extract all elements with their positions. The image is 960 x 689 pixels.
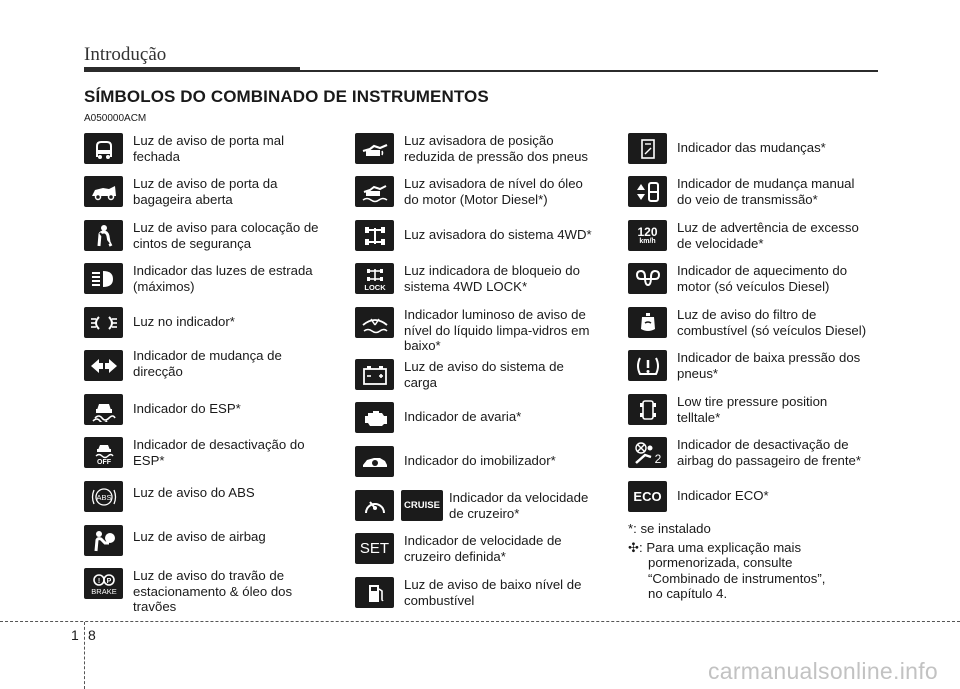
svg-text:2: 2 <box>654 451 661 465</box>
symbol-item <box>628 394 827 425</box>
symbol-item <box>355 446 556 477</box>
symbol-label: Luz de aviso de porta mal fechada <box>133 133 285 164</box>
header-rule-thick <box>84 67 300 72</box>
trunk-open-icon <box>84 176 123 207</box>
symbol-label: Indicador de mudança de direcção <box>133 348 282 379</box>
symbol-label: Indicador do imobilizador* <box>404 453 556 468</box>
symbol-label: Luz de aviso do filtro de combustível (só veículos Diesel) <box>677 307 867 338</box>
abs-icon <box>84 481 123 512</box>
symbol-item <box>628 220 859 251</box>
symbol-label: Indicador das mudanças* <box>677 140 826 155</box>
page-number: 8 <box>88 627 96 643</box>
washer-fluid-icon <box>355 307 394 338</box>
fuel-icon <box>355 577 394 608</box>
symbol-item <box>355 263 580 294</box>
symbol-item <box>84 568 292 615</box>
symbol-item <box>84 481 255 512</box>
symbol-item <box>355 577 581 608</box>
note-reference-cont: pormenorizada, consulte <box>648 555 793 570</box>
symbol-label: Indicador da velocidade de cruzeiro* <box>449 490 589 521</box>
lock-text: LOCK <box>363 282 386 291</box>
door-open-icon <box>84 133 123 164</box>
symbol-label: Indicador do ESP* <box>133 401 241 416</box>
4wd-icon <box>355 220 394 251</box>
position-light-icon <box>84 307 123 338</box>
symbol-item <box>628 481 769 512</box>
fuel-filter-icon <box>628 307 667 338</box>
oil-level-icon <box>355 176 394 207</box>
symbol-label: Luz no indicador* <box>133 314 235 329</box>
speed-unit-text: km/h <box>639 238 656 245</box>
esp-off-text: OFF <box>96 458 111 465</box>
svg-text:!: ! <box>97 577 100 585</box>
gear-shift-icon <box>628 133 667 164</box>
symbol-label: Luz de aviso do sistema de carga <box>404 359 564 390</box>
eco-text: ECO <box>633 489 662 504</box>
overspeed-icon <box>628 220 667 251</box>
symbol-item <box>355 133 588 164</box>
note-reference-cont: no capítulo 4. <box>648 586 728 601</box>
symbol-label: Luz de aviso de baixo nível de combustível <box>404 577 582 608</box>
symbol-label: Indicador de desactivação do ESP* <box>133 437 305 468</box>
symbol-label: Luz de aviso de airbag <box>133 529 266 544</box>
symbol-label: Luz avisadora do sistema 4WD* <box>404 227 592 242</box>
high-beam-icon <box>84 263 123 294</box>
cruise-text-icon <box>401 490 443 521</box>
symbol-label: Indicador de velocidade de cruzeiro definida* <box>404 533 562 564</box>
symbol-item <box>84 220 318 251</box>
symbol-label: Luz de aviso para colocação de cintos de segurança <box>133 220 319 251</box>
symbol-label: Indicador ECO* <box>677 488 769 503</box>
footnotes <box>628 521 825 602</box>
symbol-label: Luz de advertência de excesso de velocidade* <box>677 220 859 251</box>
symbol-item <box>628 263 847 294</box>
symbol-label: Indicador de desactivação de airbag do passageiro de frente* <box>677 437 862 468</box>
airbag-icon <box>84 525 123 556</box>
symbol-item <box>628 133 826 164</box>
symbol-label: Indicador luminoso de aviso de nível do líquido limpa-vidros em baixo* <box>404 307 590 353</box>
note-installed: *: se instalado <box>628 521 711 536</box>
eco-icon <box>628 481 667 512</box>
symbol-item <box>84 176 277 207</box>
symbol-label: Luz avisadora de posição reduzida de pressão dos pneus <box>404 133 589 164</box>
symbol-label: Luz de aviso do ABS <box>133 485 255 500</box>
symbol-item <box>355 402 521 433</box>
symbol-label: Luz indicadora de bloqueio do sistema 4WD LOCK* <box>404 263 580 294</box>
footer-vertical-divider <box>84 622 85 689</box>
section-title: SÍMBOLOS DO COMBINADO DE INSTRUMENTOS <box>84 87 489 106</box>
page-chapter: 1 <box>71 627 79 643</box>
seat-belt-icon <box>84 220 123 251</box>
cruise-icon <box>355 490 394 521</box>
watermark: carmanualsonline.info <box>707 658 938 684</box>
cruise-set-icon <box>355 533 394 564</box>
symbol-item <box>84 307 235 338</box>
abs-text: ABS <box>95 492 112 502</box>
engine-check-icon <box>355 402 394 433</box>
svg-text:P: P <box>106 577 111 585</box>
symbol-label: Indicador das luzes de estrada (máximos) <box>133 263 313 294</box>
symbol-item <box>355 307 589 354</box>
symbol-label: Indicador de avaria* <box>404 409 522 424</box>
brake-icon <box>84 568 123 599</box>
note-reference-cont: “Combinado de instrumentos”, <box>648 570 826 586</box>
airbag-off-icon <box>628 437 667 468</box>
symbol-item <box>355 490 588 521</box>
symbol-item <box>628 437 861 468</box>
brake-text: BRAKE <box>90 586 117 596</box>
symbol-label: Indicador de mudança manual do veio de transmissão* <box>677 176 855 207</box>
symbol-label: Luz avisadora de nível do óleo do motor (Motor Diesel*) <box>404 176 583 207</box>
symbol-item <box>84 525 266 556</box>
symbol-item <box>84 350 282 381</box>
symbol-label: Low tire pressure position telltale* <box>677 394 828 425</box>
symbol-item <box>628 307 866 338</box>
symbol-item <box>84 263 313 294</box>
header-title: Introdução <box>84 44 167 65</box>
esp-off-icon <box>84 437 123 468</box>
symbol-item <box>355 176 583 207</box>
cruise-text: CRUISE <box>404 500 440 511</box>
tire-pressure-icon <box>628 350 667 381</box>
low-tire-pressure-position-icon <box>355 133 394 164</box>
immobilizer-icon <box>355 446 394 477</box>
glow-plug-icon <box>628 263 667 294</box>
set-text: SET <box>359 540 390 557</box>
section-code: A050000ACM <box>84 113 147 124</box>
symbol-item <box>355 220 592 251</box>
symbol-item <box>355 359 564 390</box>
symbol-item <box>84 133 284 164</box>
speed-text: 120 <box>637 225 658 239</box>
tire-position-icon <box>628 394 667 425</box>
footer-divider <box>0 621 960 622</box>
4wd-lock-icon <box>355 263 394 294</box>
turn-signal-icon <box>84 350 123 381</box>
symbol-item <box>84 394 241 425</box>
symbol-item <box>628 176 854 207</box>
symbol-item <box>355 533 562 564</box>
header-rule-thin <box>300 70 878 72</box>
symbol-item <box>84 437 305 468</box>
symbol-item <box>628 350 860 381</box>
symbol-label: Indicador de aquecimento do motor (só veículos Diesel) <box>677 263 848 294</box>
battery-icon <box>355 359 394 390</box>
manual-shift-icon <box>628 176 667 207</box>
note-reference: ✣: Para uma explicação mais <box>628 539 802 555</box>
symbol-label: Luz de aviso de porta da bagageira aberta <box>133 176 278 207</box>
esp-icon <box>84 394 123 425</box>
symbol-label: Indicador de baixa pressão dos pneus* <box>677 350 861 381</box>
symbol-label: Luz de aviso do travão de estacionamento & óleo dos travões <box>133 568 293 614</box>
